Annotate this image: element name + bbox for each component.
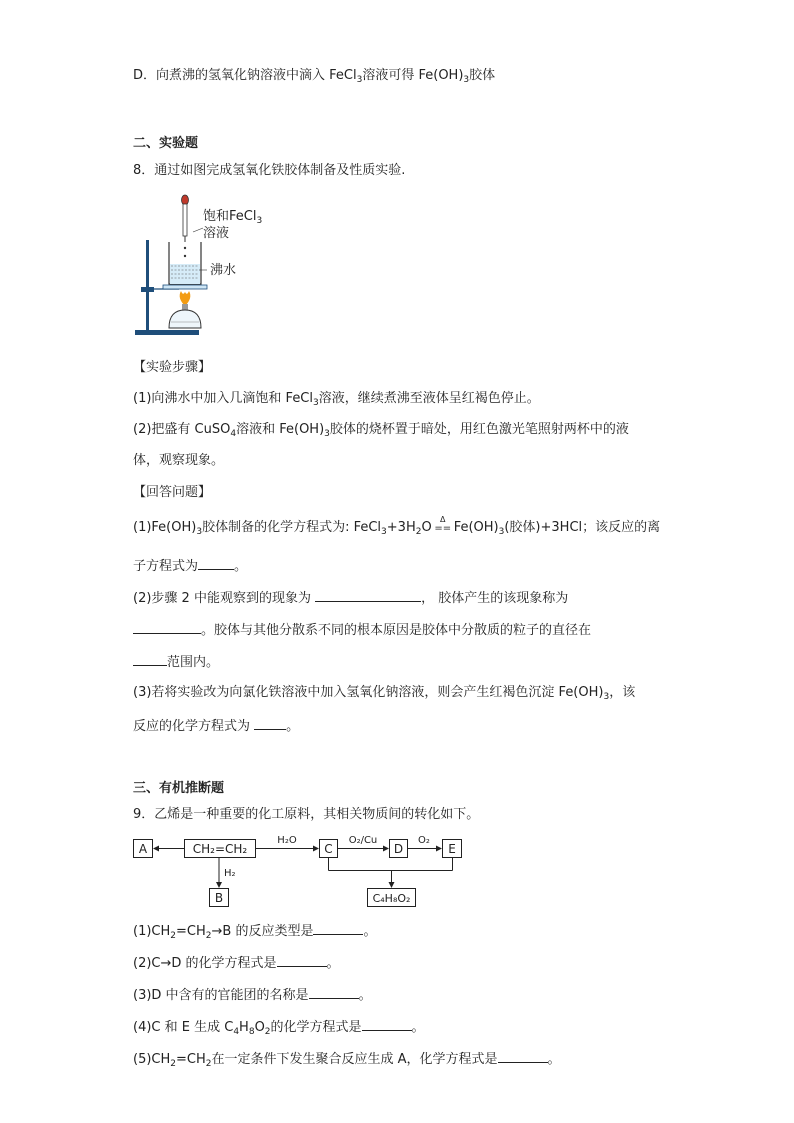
answer-blank[interactable] (198, 556, 234, 570)
node-ethylene: CH₂=CH₂ (192, 842, 248, 856)
answer-2-line-3: 范围内。 (133, 652, 219, 672)
step-2-line-2: 体，观察现象。 (133, 453, 225, 468)
dropper-icon (182, 195, 189, 242)
answer-2-line-1: (2)步骤 2 中能观察到的现象为 ， 胶体产生的该现象称为 (133, 588, 568, 608)
q9-sub-5: $(5)CH_2=CH_2$在一定条件下发生聚合反应生成 A，化学方程式是 。 (133, 1049, 561, 1069)
label-saturated-fecl3: 饱和FeCl$_3$ (203, 209, 263, 226)
answer-3-line-1: (3)若将实验改为向氯化铁溶液中加入氢氧化钠溶液，则会产生红褐色沉淀 $Fe(OH)_3$，该 (133, 685, 636, 702)
section-title-experiment: 二、实验题 (133, 136, 199, 151)
node-d: D (393, 842, 404, 856)
heating-equals-sign: Δ == (434, 515, 452, 534)
label-h2o: H₂O (277, 835, 297, 846)
question-9-stem: 9．乙烯是一种重要的化工原料，其相关物质间的转化如下。 (133, 807, 480, 822)
label-boiling-water: 沸水 (210, 263, 237, 278)
label-solution: 溶液 (203, 226, 230, 241)
node-ester: C₄H₈O₂ (372, 892, 411, 905)
answer-3-line-2: 反应的化学方程式为 。 (133, 716, 299, 736)
stand-base (135, 330, 199, 335)
answer-blank[interactable] (313, 921, 363, 935)
answer-1-line-2: 子方程式为 。 (133, 556, 247, 576)
answer-blank[interactable] (315, 588, 421, 602)
answer-2-line-2: 。胶体与其他分散系不同的根本原因是胶体中分散质的粒子的直径在 (133, 620, 591, 640)
answer-1-line-1: $(1)Fe(OH)_3$胶体制备的化学方程式为: $FeCl_3+3H_2O$ Δ == $Fe(OH)_3$(胶体)+3HCl；该反应的离 (133, 515, 661, 537)
answer-blank[interactable] (133, 652, 167, 666)
label-h2: H₂ (224, 868, 236, 879)
node-c: C (324, 842, 333, 856)
steps-header: 【实验步骤】 (133, 360, 212, 375)
q9-sub-2: (2)C→D 的化学方程式是 。 (133, 953, 340, 973)
question-8-stem: 8．通过如图完成氢氧化铁胶体制备及性质实验. (133, 163, 406, 178)
step-1: (1)向沸水中加入几滴饱和 FeCl$_3$溶液，继续煮沸至液体呈红褐色停止。 (133, 391, 540, 408)
step-2-line-1: (2)把盛有 CuSO$_4$溶液和 $Fe(OH)_3$胶体的烧杯置于暗处，用红色激光笔照射两杯中的液 (133, 422, 629, 439)
node-a: A (138, 842, 148, 856)
q9-sub-3: (3)D 中含有的官能团的名称是 。 (133, 985, 372, 1005)
q9-sub-4: (4)C 和 E 生成 $C_4H_8O_2$的化学方程式是 。 (133, 1017, 425, 1037)
answer-blank[interactable] (498, 1049, 548, 1063)
section-title-organic: 三、有机推断题 (133, 781, 225, 796)
answer-blank[interactable] (254, 716, 286, 730)
label-o2: O₂ (418, 835, 430, 846)
node-e: E (448, 842, 456, 856)
reaction-diagram (133, 830, 473, 912)
answer-blank[interactable] (309, 985, 359, 999)
stand-rod (146, 240, 149, 330)
answer-blank[interactable] (133, 620, 201, 634)
flame-icon (180, 291, 191, 306)
alcohol-lamp-icon (169, 304, 201, 328)
option-d: D．向煮沸的氢氧化钠溶液中滴入 FeCl$_3$溶液可得 $Fe(OH)_3$胶体 (133, 68, 496, 85)
q9-sub-1: $(1)CH_2=CH_2\to B$ 的反应类型是 。 (133, 921, 376, 941)
answer-blank[interactable] (362, 1017, 412, 1031)
node-b: B (214, 891, 224, 905)
answer-blank[interactable] (277, 953, 327, 967)
label-o2-cu: O₂/Cu (348, 835, 378, 846)
answer-header: 【回答问题】 (133, 485, 212, 500)
